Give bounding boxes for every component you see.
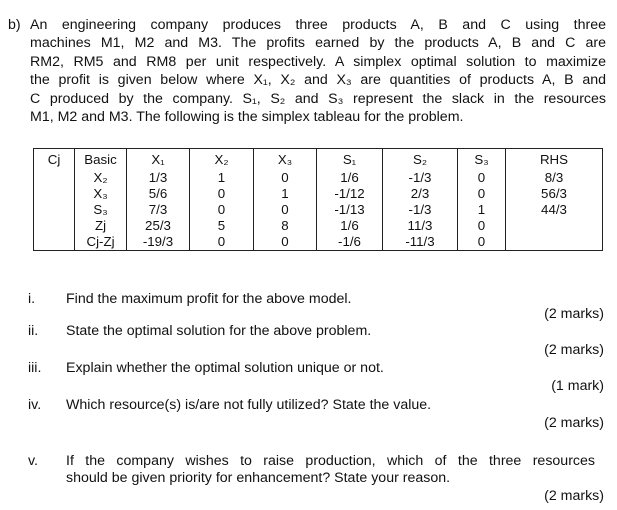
header-cell: X₂ <box>190 149 254 171</box>
tableau-header-row <box>34 149 603 171</box>
table-cell: 8/3 <box>506 170 603 186</box>
tableau-row <box>34 202 603 218</box>
marks-label: (2 marks) <box>544 488 604 504</box>
subquestion-text: Which resource(s) is/are not fully utilized? State the value. <box>66 397 432 413</box>
table-cell: -19/3 <box>127 234 190 251</box>
table-cell: 5 <box>190 218 254 234</box>
marks-label: (2 marks) <box>544 342 604 358</box>
subquestion-text: Explain whether the optimal solution unique or not. <box>66 360 384 376</box>
header-cell: RHS <box>506 149 603 171</box>
question-line: M1, M2 and M3. The following is the simplex tableau for the problem. <box>30 109 464 126</box>
table-cell: 0 <box>254 170 317 186</box>
table-cell: 0 <box>254 202 317 218</box>
header-cell: Basic <box>75 149 127 171</box>
table-cell: -1/12 <box>317 186 383 202</box>
table-cell: -11/3 <box>383 234 458 251</box>
subquestion-text: Find the maximum profit for the above model. <box>66 291 352 307</box>
table-cell: 25/3 <box>127 218 190 234</box>
subquestion-number: iii. <box>28 360 42 376</box>
table-cell: 0 <box>190 234 254 251</box>
question-line: the profit is given below where X₁, X₂ and X₃ are quantities of products A, B and <box>30 72 606 89</box>
table-cell: 0 <box>458 170 506 186</box>
tableau-row <box>34 234 603 251</box>
table-cell: 2/3 <box>383 186 458 202</box>
question-line: C produced by the company. S₁, S₂ and S₃ represent the slack in the resources <box>30 90 606 107</box>
table-cell: 1/6 <box>317 218 383 234</box>
header-cell: S₃ <box>458 149 506 171</box>
table-cell: 0 <box>458 186 506 202</box>
table-cell: 1 <box>190 170 254 186</box>
header-cell: S₂ <box>383 149 458 171</box>
table-cell <box>34 218 75 234</box>
tableau-row <box>34 170 603 186</box>
question-label: b) <box>8 17 21 33</box>
tableau-row <box>34 218 603 234</box>
table-cell: Cj-Zj <box>75 234 127 251</box>
table-cell: -1/3 <box>383 202 458 218</box>
question-line: machines M1, M2 and M3. The profits earned by the products A, B and C are <box>30 35 606 52</box>
simplex-tableau <box>33 148 603 251</box>
table-cell <box>34 186 75 202</box>
question-paragraph <box>8 16 606 126</box>
table-cell: -1/3 <box>383 170 458 186</box>
table-cell: 8 <box>254 218 317 234</box>
table-cell: 5/6 <box>127 186 190 202</box>
subquestion-number: iv. <box>28 397 42 413</box>
subquestion-number: v. <box>28 453 38 469</box>
table-cell: 7/3 <box>127 202 190 218</box>
table-cell: X₂ <box>75 170 127 186</box>
table-cell <box>34 234 75 251</box>
table-cell: X₃ <box>75 186 127 202</box>
table-cell: 1/6 <box>317 170 383 186</box>
table-cell: -1/13 <box>317 202 383 218</box>
table-cell: 1/3 <box>127 170 190 186</box>
table-cell <box>34 202 75 218</box>
question-line: RM2, RM5 and RM8 per unit respectively. A simplex optimal solution to maximize <box>30 53 606 70</box>
header-cell: Cj <box>34 149 75 171</box>
table-cell: Zj <box>75 218 127 234</box>
table-cell: 0 <box>254 234 317 251</box>
subquestion-number: i. <box>28 291 36 307</box>
subquestion-line: If the company wishes to raise production, which of the three resources <box>66 453 595 469</box>
table-cell <box>506 234 603 251</box>
tableau-row <box>34 186 603 202</box>
subquestion-number: ii. <box>28 323 39 339</box>
table-cell: 44/3 <box>506 202 603 218</box>
table-cell: -1/6 <box>317 234 383 251</box>
marks-label: (2 marks) <box>544 306 604 322</box>
table-cell <box>34 170 75 186</box>
table-cell: 0 <box>458 218 506 234</box>
table-cell: 1 <box>254 186 317 202</box>
table-cell: 11/3 <box>383 218 458 234</box>
marks-label: (2 marks) <box>544 415 604 431</box>
question-line: An engineering company produces three products A, B and C using three <box>30 17 606 33</box>
header-cell: S₁ <box>317 149 383 171</box>
marks-label: (1 mark) <box>551 378 604 394</box>
table-cell <box>506 218 603 234</box>
table-cell: 1 <box>458 202 506 218</box>
header-cell: X₃ <box>254 149 317 171</box>
subquestion-line: should be given priority for enhancement? State your reason. <box>66 470 451 486</box>
table-cell: 0 <box>190 202 254 218</box>
subquestion-text: State the optimal solution for the above problem. <box>66 323 372 339</box>
header-cell: X₁ <box>127 149 190 171</box>
table-cell: 0 <box>458 234 506 251</box>
table-cell: 56/3 <box>506 186 603 202</box>
table-cell: 0 <box>190 186 254 202</box>
table-cell: S₃ <box>75 202 127 218</box>
subquestion-text <box>66 453 595 487</box>
